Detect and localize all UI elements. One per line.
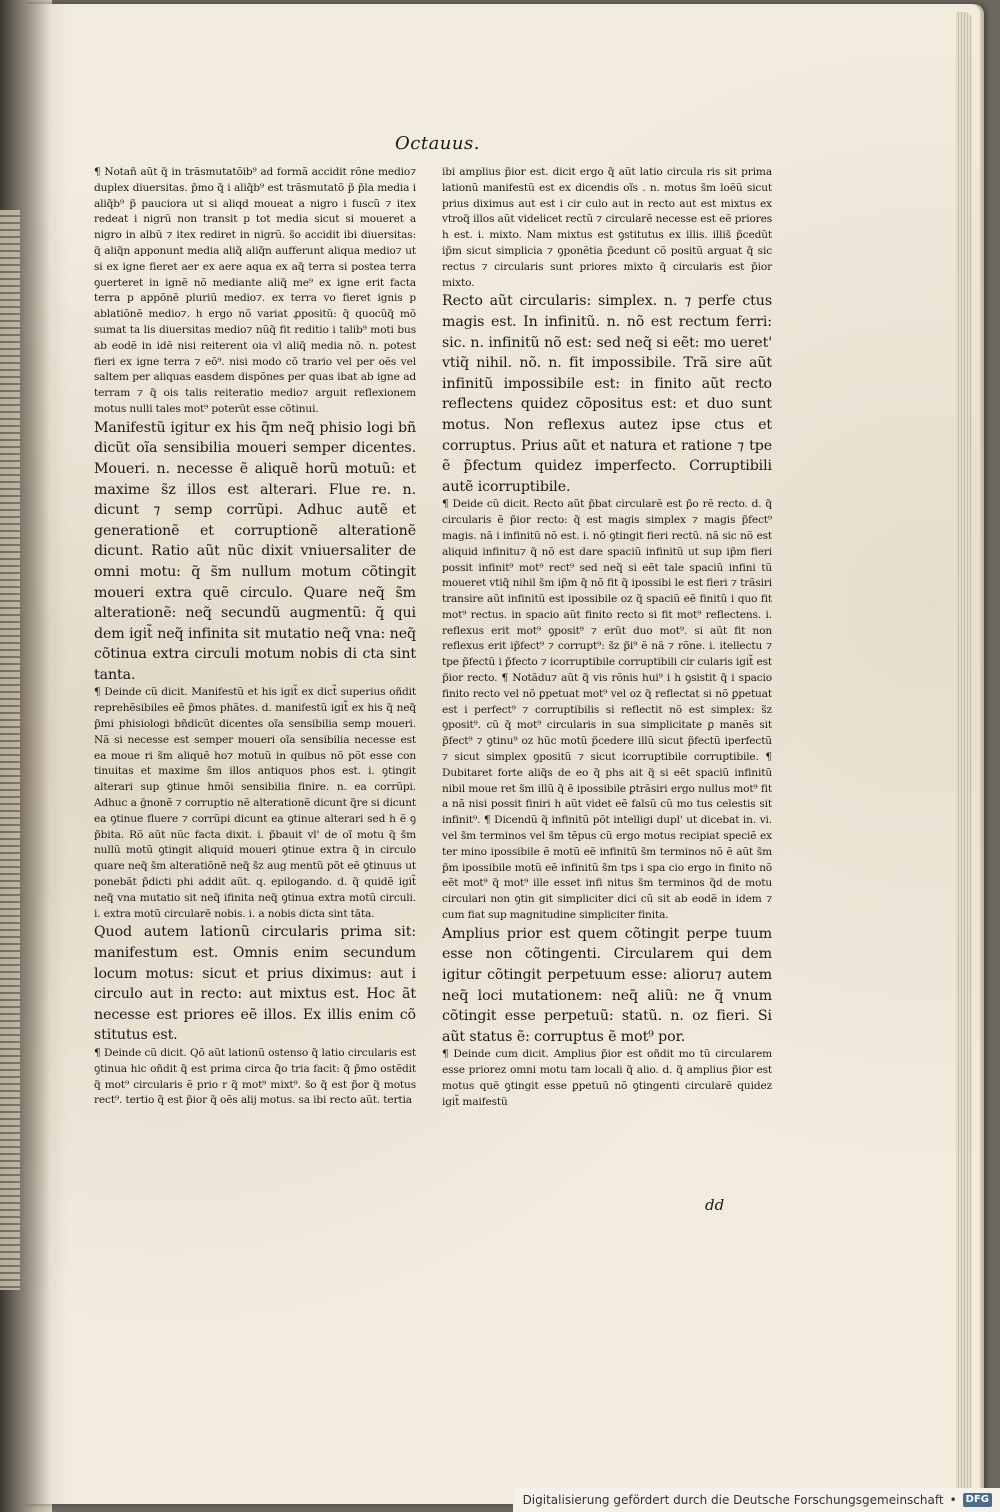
paragraph: ¶ Notañ aũt q̃ in trãsmutatõib⁹ ad formã accidit rõne medio⁊ duplex diuersitas. p̃mo q̃ i aliq̃b⁹ est trãsmutatõ p̃ p̃la media i aliq̃b⁹ p̃ pauciora ut si aliqd moueat a nigro i fuscũ ⁊ itex redeat i nigrũ non transit p tot media sicut si moueret a nigro in albũ ⁊ itex rediret in nigrũ. s̃o accidit ibi diuersitas: q̃ aliq̃n apponunt media aliq̃ aliq̃n aufferunt aliqua medio⁊ ut si ex igne fieret aer ex aere aqua ex aq̃ terra si postea terra ꝯuerteret in ignẽ nõ mediante aliq̃ me⁹ ex igne erit facta terra p appõnẽ pluriũ medio⁊. ex terra vo fieret ignis p ablatiõnẽ medio⁊. h ergo nõ variat ꝓpositũ: q̃ quocũq̃ mõ sumat ta lis diuersitas medio⁊ nũq̃ fit reditio i talib⁹ moti bus ab eodẽ in idẽ nisi reiterent oia vl aliq̃ media nõ. n. potest fieri ex igne terra ⁊ eõ⁹. nisi modo cõ trario vel per oẽs vel saltem per aliquas easdem dispõnes per quas ibat ab igne ad terram ⁊ q̃ ois talis reiteratio medio⁊ arguit reflexionem motus nulli tales mot⁹ poterũt esse cõtinui. — [94, 166, 416, 415]
signature-mark: dd — [705, 1196, 725, 1214]
footer-credit-text: Digitalisierung gefördert durch die Deutsche Forschungsgemeinschaft — [522, 1493, 944, 1507]
digitization-credit-footer — [513, 1488, 1000, 1512]
running-head: Octauus. — [395, 133, 480, 154]
footer-separator: • — [949, 1493, 957, 1507]
paragraph: ¶ Deinde cum dicit. Amplius p̃ior est oñdit mo tũ circularem esse priorez omni motu tam locali q̃ alio. d. q̃ amplius p̃ior est motus quẽ ꝯtingit esse ꝑpetuũ nõ ꝯtingenti circularẽ quidez igit̃ maifestũ — [442, 1048, 772, 1108]
paragraph: Recto aũt circularis: simplex. n. ⁊ perfe ctus magis est. In infinitũ. n. nõ est rectum ferri: sic. n. infinitũ nõ est: sed neq̃ si eẽt: mo ueret' vtiq̃ nihil. nõ. n. fit impossibile. Trã sire aũt infinitũ impossibile est: in finito aũt recto reflectens quidez cõpositus est: et duo sunt motus. Non reflexus autez ipse ctus et corruptus. Prius aũt et natura et ratione ⁊ tpe ẽ p̃fectum quidez imperfecto. Corruptibili autẽ icorruptibile. — [442, 293, 772, 495]
paragraph: ¶ Deide cũ dicit. Recto aũt p̃bat circularẽ est p̃o rẽ recto. d. q̃ circularis ẽ p̃ior recto: q̃ est magis simplex ⁊ magis p̃fect⁹ magis. nã i infinitũ nõ est. i. nõ ꝯtingit fieri rectũ. nã sic nõ est aliquid infinitu⁊ q̃ nõ est dare spaciũ infinitũ ut sup ip̃m fieri possit infinit⁹ mot⁹ rect⁹ sed neq̃ si eẽt tale spaciũ infini tũ moueret vtiq̃ nihil s̃m ip̃m q̃ nõ fit q̃ ipossibi le est fieri ⁊ trãsiri transire aũt infinitũ est ipossibile oz q̃ spaciũ eẽ finitũ i quo fit mot⁹ rectus. in spacio aũt finito recto si fit mot⁹ reflectens. i. reflexus erit mot⁹ ꝯposit⁹ ⁊ erũt duo mot⁹. si aũt fit non reflexus erit ip̃fect⁹ ⁊ corrupt⁹: s̃z p̃i⁹ ẽ nã ⁊ rõne. i. itellectu ⁊ tpe p̃fectũ i p̃fecto ⁊ icorruptibile corruptibili cir cularis igit̃ est p̃ior recto. ¶ Notãdu⁊ aũt q̃ vis rõnis hui⁹ i h ꝯsistit q̃ i spacio finito recto vel nõ ꝑpetuat mot⁹ vel oz q̃ reflectat si nõ ꝑpetuat est i perfect⁹ ⁊ corruptibilis si reflectit nõ est simplex: s̃z ꝯposit⁹. cũ q̃ mot⁹ circularis in sua simplicitate ꝑ manẽs sit p̃fect⁹ ⁊ ꝯtinu⁹ oz hũc motũ p̃cedere illũ sicut p̃fectũ iperfectũ ⁊ sicut simplex ꝯpositũ ⁊ sicut icorruptibile corruptibile. ¶ Dubitaret forte aliq̃s de eo q̃ phs ait q̃ si eẽt spaciũ infinitũ nibil moue ret s̃m illũ q̃ ẽ ipossibile ꝑtrãsiri ergo nullus mot⁹ fit a nã nisi possit finiri h aũt videt eẽ falsũ cũ mo tus celestis sit infinit⁹. ¶ Dicendũ q̃ infinitũ põt intelligi dupl' ut dicebat in. vi. vel s̃m terminos vel s̃m tẽpus cũ ergo motus recipiat speciẽ ex ter mino ipossibile ẽ motũ eẽ infinitũ s̃m terminos nõ ẽ aũt s̃m p̃m ipossibile motũ eẽ infinitũ s̃m tps i spa cio ergo in finito nõ eẽt mot⁹ q̃ mot⁹ ille esset infi nitus s̃m terminos q̃d de motu circulari non ꝯtin git simpliciter dici cũ sit ab eodẽ in idem ⁊ cum fiat sup magnitudine simpliciter finita. — [442, 498, 772, 922]
paragraph: Amplius prior est quem cõtingit perpe tuum esse non cõtingenti. Circularem qui dem igitur cõtingit perpetuum esse: alioru⁊ autem neq̃ loci mutationem: neq̃ aliũ: ne q̃ vnum cõtingit esse perpetuũ: statũ. n. oz fieri. Si aũt status ẽ: corruptus ẽ mot⁹ por. — [442, 925, 772, 1045]
dfg-logo-icon[interactable]: DFG — [963, 1493, 992, 1507]
page-gutter-shadow — [20, 4, 50, 1504]
paragraph: ¶ Deinde cũ dicit. Qõ aũt lationũ ostenso q̃ latio circularis est ꝯtinua hic oñdit q̃ est prima circa q̃o tria facit: q̃ p̃mo ostẽdit q̃ mot⁹ circularis ẽ prio r q̃ mot⁹ mixt⁹. s̃o q̃ est p̃or q̃ motus rect⁹. tertio q̃ est p̃ior q̃ oẽs alij motus. sa ibi recto aũt. tertia — [94, 1046, 416, 1107]
text-column-left — [94, 165, 416, 1109]
paragraph: Quod autem lationũ circularis prima sit: manifestum est. Omnis enim secundum locum motus: sicut et prius diximus: aut i circulo aut in recto: aut mixtus est. Hoc ãt necesse est priores eẽ illos. Ex illis enim cõ stitutus est. — [94, 924, 416, 1044]
paragraph: ibi amplius p̃ior est. dicit ergo q̃ aũt latio circula ris sit prima lationũ manifestũ est ex dicendis oĩs . n. motus s̃m loẽũ sicut prius diximus aut est i cir culo aut in recto aut est mixtus ex vtroq̃ illos aũt videlicet rectũ ⁊ circularẽ necesse est eẽ priores h est. i. mixto. Nam mixtus est ꝯstitutus ex illis. illis̃ p̃cedũt ip̃m sicut simplicia ⁊ ꝯponẽtia p̃cedunt cõ positũ arguat q̃ sic rectus ⁊ circularis sunt priores mixto q̃ circularis est p̃ior mixto. — [442, 166, 772, 289]
page-fore-edge — [956, 12, 972, 1498]
paragraph: Manifestũ igitur ex his q̃m neq̃ phisio logi bñ dicũt oĩa sensibilia moueri semper dicentes. Moueri. n. necesse ẽ aliquẽ horũ motuũ: et maxime s̃z illos est alterari. Flue re. n. dicunt ⁊ semp corrũpi. Adhuc autẽ et generationẽ et corruptionẽ alterationẽ dicunt. Ratio aũt nũc dixit vniuersaliter de omni motu: q̃ s̃m nullum motum cõtingit moueri extra quẽ circulo. Quare neq̃ s̃m alterationẽ: neq̃ secundũ augmentũ: q̃ qui dem igit̃ neq̃ infinita sit mutatio neq̃ vna: neq̃ cõtinua extra circuli motum nobis di cta sint tanta. — [94, 419, 416, 683]
text-column-right — [442, 165, 772, 1111]
paragraph: ¶ Deinde cũ dicit. Manifestũ et his igit̃ ex dict̃ superius oñdit reprehẽsibiles eẽ p̃mos phãtes. d. manifestũ igit̃ ex his q̃ neq̃ p̃mi phisiologi bñdicũt dicentes oĩa sensibilia semp moueri. Nã si necesse est semper moueri oĩa sensibilia necesse est ea moue ri s̃m aliquẽ ho⁊ motuũ in quibus nõ põt esse con tinuitas et maxime s̃m illos antiquos phos est. i. ꝯtingit alterari sup ꝯtinue hmõi sensibilia finire. n. ea corrũpi. Adhuc a ḡnonẽ ⁊ corruptio nẽ alterationẽ dicunt q̃re si dicunt ea ꝯtinue fluere ⁊ corrũpi dicunt ea ꝯtinue alterari sed h ẽ ꝯ p̃bita. Rõ aũt nũc facta dixit. i. p̃bauit vl' de oĩ motu q̃ s̃m nullũ motũ ꝯtingit aliquid moueri ꝯtinue extra q̃ in circulo quare neq̃ s̃m alteratiõnẽ neq̃ s̃z aug mentũ põt eẽ ꝯtinuus ut ponebãt p̃dicti phi addit aũt. q. epilogando. d. q̃ quidẽ igit̃ neq̃ vna mutatio sit neq̃ ifinita neq̃ ꝯtinua extra motũ circuli. i. extra motũ circularẽ nobis. i. a nobis dicta sint tãta. — [94, 686, 416, 920]
